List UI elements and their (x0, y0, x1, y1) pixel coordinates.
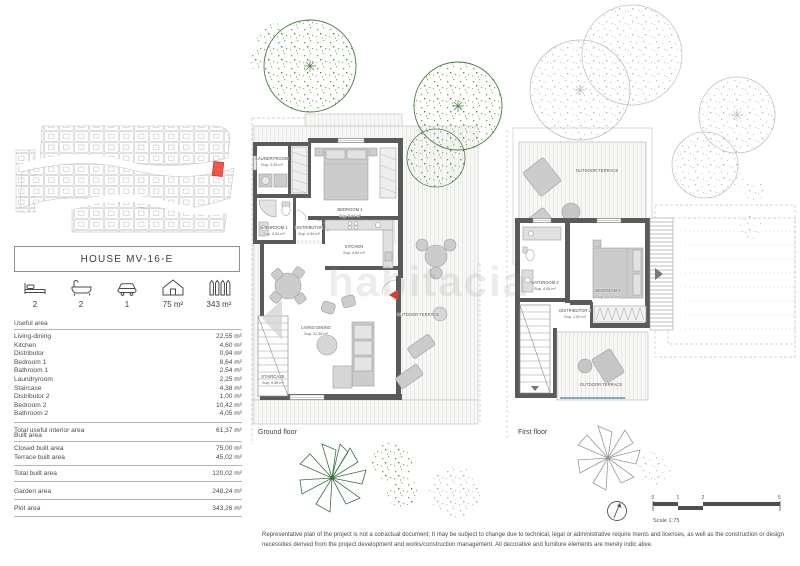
terrace-chair (444, 239, 456, 251)
room-sup: Sup. 10.42 m² (596, 295, 620, 299)
stat-plot-size (198, 278, 240, 309)
table-row: Bathroom 2 4,05 m² (14, 410, 242, 418)
scale-tick: 2 (701, 495, 705, 501)
house-icon (160, 278, 186, 297)
green-palm (300, 444, 366, 512)
stat-bathrooms (60, 278, 102, 309)
room-label: STAIRCASE (261, 374, 285, 379)
stat-value: 343 m² (206, 300, 232, 309)
table-row: Closed built area 75,00 m² (14, 445, 242, 452)
dryer (274, 174, 287, 187)
scale-tick: 1 (676, 495, 680, 501)
page-title: HOUSE MV-16-E (80, 253, 174, 265)
fence-icon (206, 278, 232, 297)
room-label: BEDROOM 2 (595, 288, 621, 293)
scale-tick: 5 (778, 495, 781, 501)
map-tools (600, 490, 796, 528)
kitchen-counter (325, 220, 393, 230)
table-row: Distributor 2 1,00 m² (14, 393, 242, 401)
room-sup: Sup. 0.94 m² (298, 232, 320, 236)
room-label: OUTDOOR TERRACE (396, 312, 440, 317)
room-sup: Sup. 8.64 m² (339, 214, 361, 218)
room-label: LIVING-DINING (301, 325, 331, 330)
nightstand (593, 240, 601, 247)
stats-row (14, 278, 240, 309)
table-row: Staircase 4,38 m² (14, 384, 242, 392)
terrace-table (425, 245, 447, 267)
disclaimer-text: Representative plan of the project is not a cotractual document; It may be subject to change due to technical, legal or administrative require ments and licenses, as well as the construction or design necessities derived from the project development and works/construction management. All decorative and furniture elements are merely indic ative. (262, 532, 784, 548)
staircase (520, 305, 550, 393)
table-row: Bathroom 1 2,54 m² (14, 367, 242, 375)
stat-value: 75 m² (162, 300, 184, 309)
tree (582, 5, 682, 105)
room-label: OUTDOOR TERRACE (575, 168, 619, 173)
ground-floor-plan (250, 14, 506, 450)
deck-strip (253, 400, 478, 424)
car-icon (114, 278, 140, 297)
table-row: Terrace built area 45,02 m² (14, 453, 242, 461)
room-label: BATHROOM 1 (260, 225, 288, 230)
room-sup: Sup. 22.55 m² (304, 332, 328, 336)
useful-area-table (14, 320, 242, 434)
terrace-bottom (557, 332, 648, 400)
bed-icon (22, 278, 48, 297)
side-table (578, 359, 592, 373)
built-area-header: Built area (14, 432, 242, 442)
useful-area-total: Total useful interior area 61,37 m² (14, 422, 242, 434)
scale-caption: Scale 1:75 (653, 518, 680, 524)
bedroom-closet (380, 148, 396, 198)
table-row: Laundryroom 2,25 m² (14, 375, 242, 383)
scale-tick: 0 (651, 495, 655, 501)
pergola-slats (650, 218, 673, 330)
highlighted-plot (212, 161, 224, 176)
stat-built-size (152, 278, 194, 309)
garden-area-row: Garden area 248,24 m² (14, 488, 242, 500)
nightstand (369, 148, 377, 156)
stat-value: 2 (32, 300, 38, 309)
room-label: DISTRIBUTOR 2 (559, 308, 591, 313)
site-plan-lots (16, 126, 234, 232)
pouf (317, 335, 337, 355)
room-label: OUTDOOR TERRACE (579, 382, 623, 387)
room-label: DISTRIBUTOR (294, 225, 324, 230)
table-row: Bedroom 2 10,42 m² (14, 401, 242, 409)
wardrobe (292, 147, 307, 193)
room-sup: Sup. 2.54 m² (263, 232, 285, 236)
first-floor-caption: First floor (518, 429, 548, 436)
room-label: LAUNDRYROOM (255, 156, 289, 161)
stat-value: 1 (124, 300, 130, 309)
bush (429, 466, 481, 518)
room-label: BEDROOM 1 (337, 207, 363, 212)
table-row: Kitchen 4,60 m² (14, 341, 242, 349)
stat-value: 2 (78, 300, 84, 309)
room-sup: Sup. 4.05 m² (534, 287, 556, 291)
room-sup: Sup. 1.00 m² (564, 315, 586, 319)
chaise (333, 366, 352, 388)
useful-area-header: Useful area (14, 320, 242, 330)
room-label: BATHROOM 2 (531, 280, 559, 285)
stat-parking (106, 278, 148, 309)
table-row: Living-dining 22,55 m² (14, 333, 242, 340)
room-label: KITCHEN (344, 244, 364, 249)
bush (386, 476, 418, 508)
ground-floor-caption: Ground floor (258, 429, 297, 436)
stat-bedrooms (14, 278, 56, 309)
table-row: Bedroom 1 8,64 m² (14, 358, 242, 366)
room-sup: Sup. 4.60 m² (343, 251, 365, 255)
built-area-table (14, 432, 242, 482)
terrace-chair (430, 267, 442, 279)
plot-area-row: Plot area 343,26 m² (14, 505, 242, 517)
room-sup: Sup. 2.25 m² (261, 163, 283, 167)
nightstand (315, 148, 323, 156)
built-area-total: Total built area 120,02 m² (14, 465, 242, 482)
bush (637, 451, 671, 485)
room-sup: Sup. 4.38 m² (262, 381, 284, 385)
roof-eave (305, 114, 402, 126)
north-arrow-icon (608, 502, 627, 521)
table-row: Distributor 0,94 m² (14, 350, 242, 358)
first-floor-plan (505, 100, 800, 445)
kitchen-sink (375, 222, 380, 227)
bathtub-icon (68, 278, 94, 297)
scale-bar (652, 495, 782, 524)
oven (385, 252, 392, 261)
terrace-chair (416, 239, 428, 251)
house-title-box (14, 246, 240, 272)
site-plan-map (14, 120, 242, 240)
